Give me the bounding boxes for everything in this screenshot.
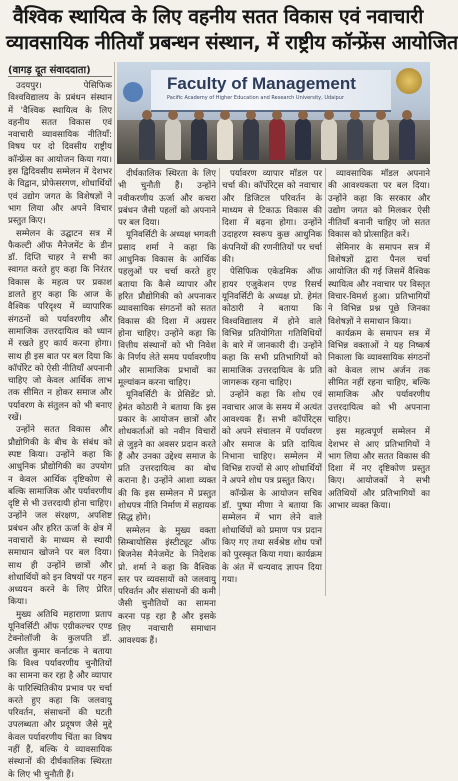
person-figure: [139, 118, 155, 160]
person-figure: [347, 118, 363, 160]
person-figure: [269, 118, 285, 160]
person-figure: [165, 118, 181, 160]
paragraph: कार्यक्रम के समापन सत्र में विभिन्न वक्ताओं ने यह निष्कर्ष निकाला कि व्यावसायिक संगठनों को केवल लाभ अर्जन तक सीमित नहीं रहना चाहिए, बल्कि सामाजिक और पर्यावरणीय उत्तरदायित्व को भी अपनाना चाहिए।: [328, 328, 430, 425]
paragraph: यूनिवर्सिटी के प्रेसिडेंट प्रो. हेमंत कोठारी ने बताया कि इस प्रकार के आयोजन छात्रों और शोधकर्ताओं को नवीन विचारों से जुड़ने का अवसर प्रदान करते हैं और उनका उद्देश्य समाज के प्रति उत्तरदायित्व का बोध कराना है। उन्होंने आशा व्यक्त की कि इस सम्मेलन में प्रस्तुत शोधपत्र नीति निर्माण में सहायक सिद्ध होंगे।: [118, 390, 216, 524]
paragraph: उन्होंने कहा कि शोध एवं नवाचार आज के समय में अत्यंत आवश्यक हैं। सभी कॉर्पोरेट्स को अपने संचालन में पर्यावरण और समाज के प्रति दायित्व निभाना चाहिए। सम्मेलन में विभिन्न राज्यों से आए शोधार्थियों ने अपने शोध पत्र प्रस्तुत किए।: [222, 390, 322, 487]
banner-title: Faculty of Management: [167, 74, 356, 93]
university-logo-icon: [123, 82, 143, 102]
paragraph: पर्यावरण व्यापार मॉडल पर चर्चा की। कॉर्पोरेट्स को नवाचार और डिजिटल परिवर्तन के माध्यम से टिकाऊ विकास की दिशा में बढ़ना होगा। उन्होंने उदाहरण स्वरूप कुछ आधुनिक कंपनियों की रणनीतियों पर चर्चा की।: [222, 169, 322, 266]
stage-banner: [151, 70, 391, 112]
paragraph: दीर्घकालिक स्थिरता के लिए भी चुनौती हैं। उन्होंने नवीकरणीय ऊर्जा और कचरा प्रबंधन जैसी पहलों को अपनाने पर बल दिया।: [118, 169, 216, 229]
paragraph: व्यावसायिक मॉडल अपनाने की आवश्यकता पर बल दिया। उन्होंने कहा कि सरकार और उद्योग जगत को मिलकर ऐसी नीतियाँ बनानी चाहिए जो सतत विकास को प्रोत्साहित करें।: [328, 169, 430, 241]
paragraph: मुख्य अतिथि महाराणा प्रताप यूनिवर्सिटी ऑफ एग्रीकल्चर एण्ड टेक्नोलॉजी के कुलपति डॉ. अजीत कुमार कर्नाटक ने बताया कि विश्व पर्यावरणीय चुनौतियों का सामना कर रहा है और व्यापार के पारिस्थितिकीय प्रभाव पर चर्चा करते हुए कहा कि जलवायु परिवर्तन, संसाधनों की घटती उपलब्धता और प्रदूषण जैसे मुद्दे केवल पर्यावरणीय चिंता का विषय नहीं हैं, बल्कि ये व्यावसायिक संस्थानों की दीर्घकालिक स्थिरता के लिए भी चुनौती हैं।: [8, 609, 112, 780]
column-divider: [219, 168, 220, 596]
headline-line-2: व्यावसायिक नीतियाँ प्रबन्धन संस्थान, में राष्ट्रीय कॉन्फ्रेंस आयोजित: [6, 31, 458, 54]
person-figure: [373, 118, 389, 160]
person-figure: [295, 118, 311, 160]
headline-line-1: वैश्विक स्थायित्व के लिए वहनीय सतत विकास एवं नवाचारी: [12, 5, 424, 28]
paragraph: सम्मेलन के उद्घाटन सत्र में फैकल्टी ऑफ मैनेजमेंट के डीन डॉ. दिप्ति चाहर ने सभी का स्वागत करते हुए कहा कि निरंतर विकास के महत्व पर प्रकाश डालते हुए कहा कि आज के वैश्विक परिदृश्य में व्यापारिक संगठनों को पर्यावरणीय और सामाजिक उत्तरदायित्व को ध्यान में रखते हुए कार्य करना होगा। साथ ही इस बात पर बल दिया कि कॉर्पोरेट को ऐसी नीतियाँ अपनानी चाहिए जो केवल आर्थिक लाभ तक सीमित न होकर समाज और पर्यावरण के संतुलन को भी बनाए रखें।: [8, 228, 112, 424]
dateline: (वागड़ दूत संवाददाता): [8, 62, 112, 77]
paragraph: कॉन्फ्रेंस के आयोजन सचिव डॉ. पुष्पा मीणा ने बताया कि सम्मेलन में भाग लेने वाले शोधार्थियों को प्रमाण पत्र प्रदान किए गए तथा सर्वश्रेष्ठ शोध पत्रों को पुरस्कृत किया गया। कार्यक्रम के अंत में धन्यवाद ज्ञापन दिया गया।: [222, 488, 322, 585]
paragraph: पेसिफिक एकेडमिक ऑफ हायर एजुकेशन एण्ड रिसर्च यूनिवर्सिटी के अध्यक्ष प्रो. हेमंत कोठारी ने बताया कि विश्वविद्यालय में होने वाले विभिन्न प्रतियोगिता गतिविधियों के बारे में जानकारी दी। उन्होंने कहा कि सभी प्रतिभागियों को सामाजिक उत्तरदायित्व के प्रति जागरूक रहना चाहिए।: [222, 267, 322, 389]
paragraph: उन्होंने सतत विकास और प्रौद्योगिकी के बीच के संबंध को स्पष्ट किया। उन्होंने कहा कि आधुनिक प्रौद्योगिकी का उपयोग न केवल आर्थिक दृष्टिकोण से बल्कि सामाजिक और पर्यावरणीय दृष्टि से भी उत्तरदायी होना चाहिए। उन्होंने जल संरक्षण, अपशिष्ट प्रबंधन और हरित ऊर्जा के क्षेत्र में नवाचारों के माध्यम से स्थायी समाधान खोजने पर बल दिया। साथ ही उन्होंने छात्रों और शोधार्थियों को इन विषयों पर गहन अध्ययन करने के लिए प्रेरित किया।: [8, 425, 112, 608]
paragraph: इस महत्वपूर्ण सम्मेलन में देशभर से आए प्रतिभागियों ने भाग लिया और सतत विकास की दिशा में नए दृष्टिकोण प्रस्तुत किए। आयोजकों ने सभी अतिथियों और प्रतिभागियों का आभार व्यक्त किया।: [328, 427, 430, 512]
person-figure: [243, 118, 259, 160]
headline: [6, 4, 458, 56]
paragraph: सम्मेलन के मुख्य वक्ता सिम्बायोसिस इंस्टीट्यूट ऑफ बिजनेस मैनेजमेंट के निदेशक प्रो. शर्मा ने कहा कि वैश्विक स्तर पर व्यवसायों को जलवायु परिवर्तन और संसाधनों की कमी जैसी चुनौतियों का सामना करना पड़ रहा है और इसके लिए नवाचारी समाधान आवश्यक हैं।: [118, 525, 216, 647]
paragraph: यूनिवर्सिटी के अध्यक्ष भगवती प्रसाद शर्मा ने कहा कि आधुनिक विकास के आर्थिक पहलुओं पर चर्चा करते हुए बताया कि कैसे व्यापार और हरित प्रौद्योगिकी को अपनाकर व्यावसायिक संगठनों को सतत विकास की दिशा में अग्रसर होना चाहिए। उन्होंने कहा कि वित्तीय संस्थानों को भी निवेश के निर्णय लेते समय पर्यावरणीय और सामाजिक प्रभावों का मूल्यांकन करना चाहिए।: [118, 230, 216, 389]
event-photo: [117, 62, 430, 164]
banner-subtitle: Pacific Academy of Higher Education and Research University, Udaipur: [167, 95, 345, 101]
person-figure: [217, 118, 233, 160]
column-divider: [114, 62, 115, 596]
article-column-3: [222, 168, 322, 596]
emblem-icon: [396, 68, 422, 94]
article-column-2: [118, 168, 216, 647]
person-figure: [191, 118, 207, 160]
article-column-4: [328, 168, 430, 596]
person-figure: [399, 118, 415, 160]
article-column-1: [8, 80, 112, 780]
paragraph: उदयपुर। पेसिफिक विश्वविद्यालय के प्रबंधन संस्थान में 'वैश्विक स्थायित्व के लिए वहनीय सतत विकास एवं नवाचारी व्यावसायिक नीतियाँ: विषय पर दो दिवसीय राष्ट्रीय कॉन्फ्रेंस का आयोजन किया गया। इस द्विदिवसीय सम्मेलन में देशभर के विद्वान, प्रोफेसरगण, शोधार्थियों एवं उद्योग जगत के विशेषज्ञों ने भाग लिया और अपने विचार प्रस्तुत किए।: [8, 81, 112, 227]
column-divider: [325, 168, 326, 596]
paragraph: सेमिनार के समापन सत्र में विशेषज्ञों द्वारा पैनल चर्चा आयोजित की गई जिसमें वैश्विक स्थायित्व और नवाचार पर विस्तृत विचार-विमर्श हुआ। प्रतिभागियों ने विभिन्न प्रश्न पूछे जिनका विशेषज्ञों ने समाधान किया।: [328, 242, 430, 327]
person-figure: [321, 118, 337, 160]
